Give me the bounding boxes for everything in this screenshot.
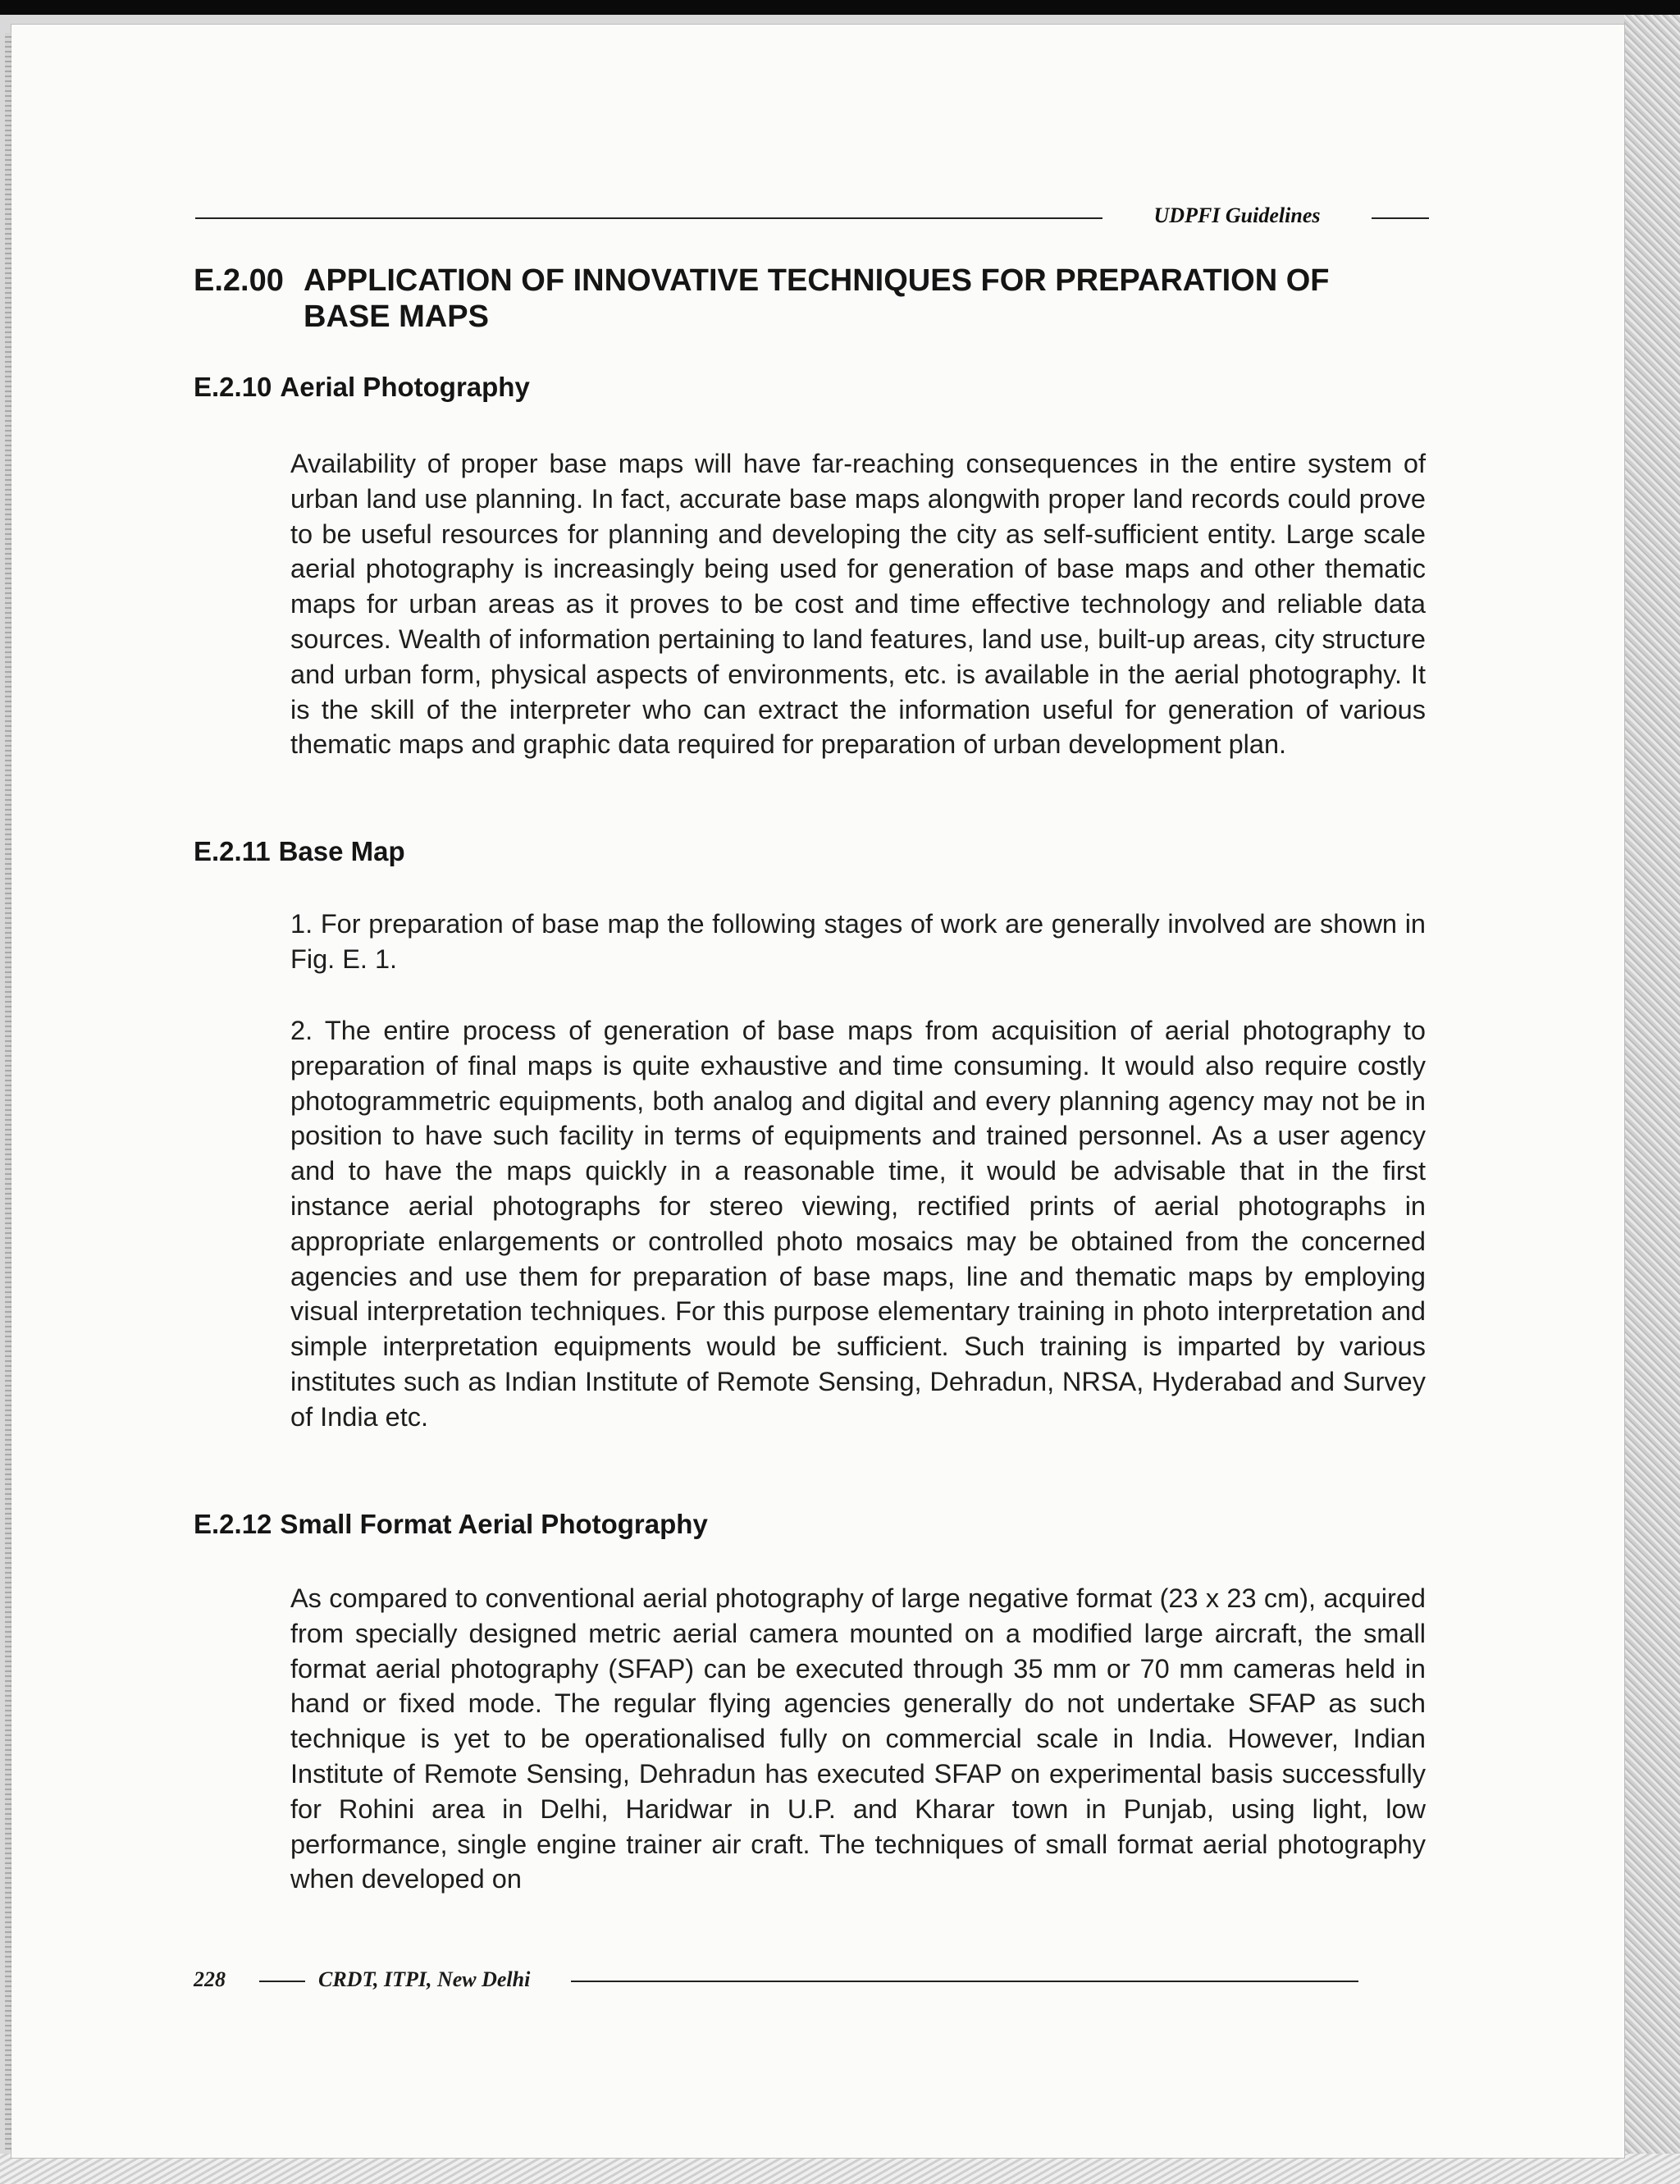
footer-dash xyxy=(259,1981,305,1982)
section-number: E.2.11 xyxy=(194,836,271,866)
scan-bottom-shadow xyxy=(0,2154,1680,2184)
paragraph-aerial-photography: Availability of proper base maps will have far-reaching consequences in the entire system of urban land use planning. In fact, accurate base maps alongwith proper land records could prove to be useful resources for planning and developing the city as self-sufficient entity. Large scale aerial photography is increasingly being used for generation of base maps and other thematic maps for urban areas as it proves to be cost and time effective technology and reliable data sources. Wealth of information pertaining to land features, land use, built-up areas, city structure and urban form, physical aspects of environments, etc. is available in the aerial photography. It is the skill of the interpreter who can extract the information useful for generation of various thematic maps and graphic data required for preparation of urban development plan. xyxy=(290,449,1426,760)
main-heading-number: E.2.00 xyxy=(194,263,284,298)
main-heading xyxy=(194,263,1440,335)
header-rule-left xyxy=(195,217,1102,219)
running-head-title: UDPFI Guidelines xyxy=(1153,203,1321,227)
section-title: Base Map xyxy=(278,836,405,866)
footer-rule xyxy=(571,1981,1358,1982)
paragraph-small-format: As compared to conventional aerial photography of large negative format (23 x 23 cm), acquired from specially designed metric aerial camera mounted on a modified large aircraft, the small format aerial photography (SFAP) can be executed through 35 mm or 70 mm cameras held in hand or fixed mode. The regular flying agencies generally do not undertake SFAP as such technique is yet to be operationalised fully on commercial scale in India. However, Indian Institute of Remote Sensing, Dehradun has executed SFAP on experimental basis successfully for Rohini area in Delhi, Haridwar in U.P. and Kharar town in Punjab, using light, low performance, single engine trainer air craft. The techniques of small format aerial photography when developed on xyxy=(290,1583,1426,1894)
section-heading-aerial-photography xyxy=(194,371,1178,404)
scan-left-edge xyxy=(5,33,11,2150)
scan-right-shadow xyxy=(1624,15,1680,2184)
scan-top-border xyxy=(0,0,1680,15)
page-number: 228 xyxy=(194,1967,226,1991)
footer-organization: CRDT, ITPI, New Delhi xyxy=(318,1967,531,1991)
main-heading-line2: BASE MAPS xyxy=(304,299,489,334)
section-title: Aerial Photography xyxy=(280,372,530,402)
section-title: Small Format Aerial Photography xyxy=(280,1509,708,1539)
section-number: E.2.12 xyxy=(194,1509,272,1539)
paragraph-base-map-1: 1. For preparation of base map the following stages of work are generally involved are shown in Fig. E. 1. xyxy=(290,909,1426,974)
paragraph-base-map-2: 2. The entire process of generation of base maps from acquisition of aerial photography to preparation of final maps is quite exhaustive and time consuming. It would also require costly photogrammetric equipments, both analog and digital and every planning agency may not be in position to have such facility in terms of equipments and trained personnel. As a user agency and to have the maps quickly in a reasonable time, it would be advisable that in the first instance aerial photographs for stereo viewing, rectified prints of aerial photographs in appropriate enlargements or controlled photo mosaics may be obtained from the concerned agencies and use them for preparation of base maps, line and thematic maps by employing visual interpretation techniques. For this purpose elementary training in photo interpretation and simple interpretation equipments would be sufficient. Such training is imparted by various institutes such as Indian Institute of Remote Sensing, Dehradun, NRSA, Hyderabad and Survey of India etc. xyxy=(290,1016,1426,1432)
section-heading-base-map xyxy=(194,835,1178,868)
main-heading-line1: APPLICATION OF INNOVATIVE TECHNIQUES FOR PREPARATION OF xyxy=(304,263,1330,298)
running-header xyxy=(195,203,1429,228)
page-footer xyxy=(194,1967,1358,1995)
section-number: E.2.10 xyxy=(194,372,272,402)
header-rule-right xyxy=(1372,217,1429,219)
section-heading-small-format xyxy=(194,1508,1178,1541)
